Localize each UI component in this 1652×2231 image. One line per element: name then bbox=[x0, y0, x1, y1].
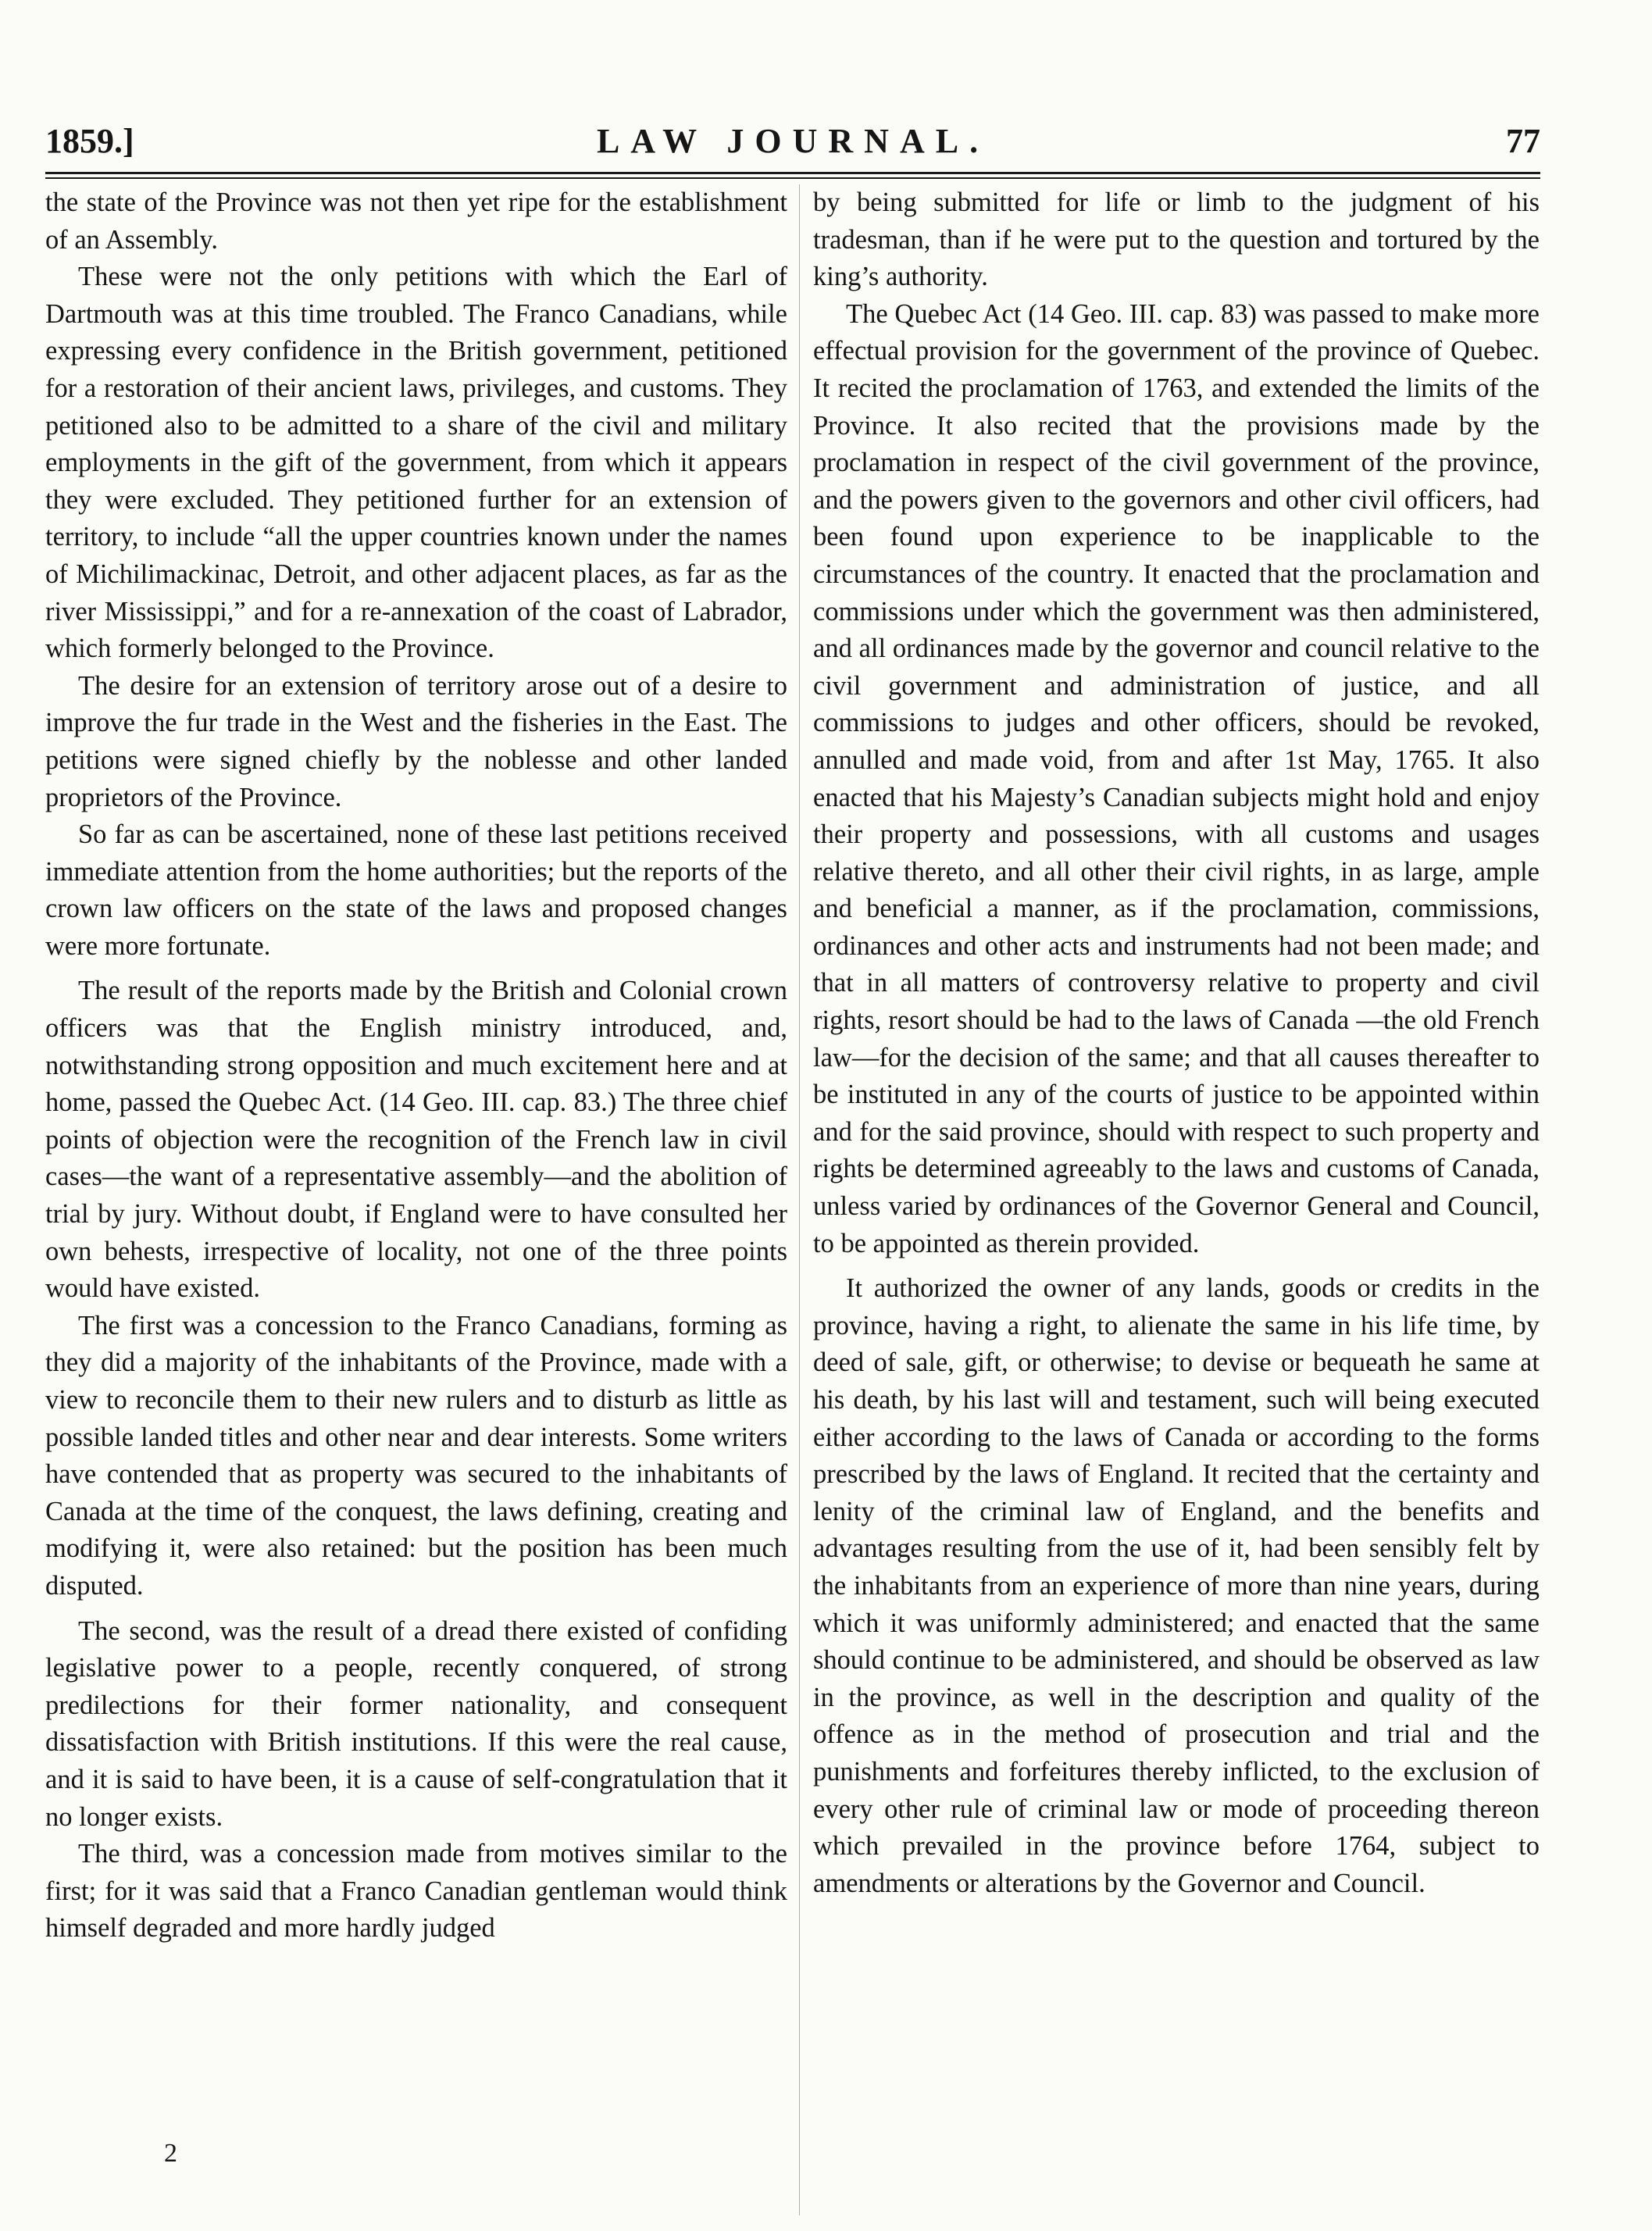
left-column bbox=[45, 184, 787, 1947]
running-header bbox=[45, 121, 1540, 160]
left-paragraph-5: The result of the reports made by the British and Colonial crown officers was that the English ministry introduced, and, notwithstanding strong opposition and much excitement here and at home, passed the Quebec Act. (14 Geo. III. cap. 83.) The three chief points of objection were the recognition of the French law in civil cases—the want of a representative assembly—and the abolition of trial by jury. Without doubt, if England were to have consulted her own behests, irrespective of locality, not one of the three points would have existed. bbox=[45, 976, 787, 1304]
column-divider bbox=[799, 184, 800, 2215]
left-paragraph-1: the state of the Province was not then yet ripe for the establishment of an Assembly. bbox=[45, 187, 787, 255]
printer-signature-mark: 2 bbox=[164, 2139, 177, 2168]
left-paragraph-6: The first was a concession to the Franco Canadians, forming as they did a majority of the inhabitants of the Province, made with a view to reconcile them to their new rulers and to disturb as little as possible landed titles and other near and dear interests. Some writers have contended that as property was secured to the inhabitants of Canada at the time of the conquest, the laws defining, creating and modifying it, were also retained: but the position has been much disputed. bbox=[45, 1310, 787, 1601]
left-paragraph-2: These were not the only petitions with which the Earl of Dartmouth was at this time troubled. The Franco Canadians, while expressing every confidence in the British government, petitioned for a restoration of their ancient laws, privileges, and customs. They petitioned also to be admitted to a share of the civil and military employments in the gift of the government, from which it appears they were excluded. They petitioned further for an extension of territory, to include “all the upper countries known under the names of Michilimackinac, Detroit, and other adjacent places, as far as the river Mississippi,” and for a re-annexation of the coast of Labrador, which formerly belonged to the Province. bbox=[45, 262, 787, 664]
left-paragraph-8: The third, was a concession made from motives similar to the first; for it was said that a Franco Canadian gentleman would think himself degraded and more hardly judged bbox=[45, 1839, 787, 1944]
left-paragraph-4: So far as can be ascertained, none of these last petitions received immediate attention from the home authorities; but the reports of the crown law officers on the state of the laws and proposed changes were more fortunate. bbox=[45, 819, 787, 961]
right-paragraph-3: It authorized the owner of any lands, goods or credits in the province, having a right, to alienate the same in his life time, by deed of sale, gift, or otherwise; to devise or bequeath he same at his death, by his last will and testament, such will being executed either according to the laws of Canada or according to the forms prescribed by the laws of England. It recited that the certainty and lenity of the criminal law of England, and the benefits and advantages resulting from the use of it, had been sensibly felt by the inhabitants from an experience of more than nine years, during which it was uniformly administered; and enacted that the same should continue to be administered, and should be observed as law in the province, as well in the description and quality of the offence as in the method of prosecution and trial and the punishments and forfeitures thereby inflicted, to the exclusion of every other rule of criminal law or mode of proceeding thereon which prevailed in the province before 1764, subject to amendments or alterations by the Governor and Council. bbox=[813, 1273, 1540, 1898]
page-number: 77 bbox=[1506, 122, 1540, 160]
right-paragraph-2: The Quebec Act (14 Geo. III. cap. 83) was passed to make more effectual provision for the government of the province of Quebec. It recited the proclamation of 1763, and extended the limits of the Province. It also recited that the provisions made by the proclamation in respect of the civil government of the province, and the powers given to the governors and other civil officers, had been found upon experience to be inapplicable to the circumstances of the country. It enacted that the proclamation and commissions under which the government was then administered, and all ordinances made by the governor and council relative to the civil government and administration of justice, and all commissions to judges and other officers, should be revoked, annulled and made void, from and after 1st May, 1765. It also enacted that his Majesty’s Canadian subjects might hold and enjoy their property and possessions, with all customs and usages relative thereto, and all other their civil rights, in as large, ample and beneficial a manner, as if the proclamation, commissions, ordinances and other acts and instruments had not been made; and that in all matters of controversy relative to property and civil rights, resort should be had to the laws of Canada —the old French law—for the decision of the same; and that all causes thereafter to be instituted in any of the courts of justice to be appointed within and for the said province, should with respect to such property and rights be determined agreeably to the laws and customs of Canada, unless varied by ordinances of the Governor General and Council, to be appointed as therein provided. bbox=[813, 298, 1540, 1258]
right-paragraph-1: by being submitted for life or limb to the judgment of his tradesman, than if he were put to the question and tortured by the king’s authority. bbox=[813, 187, 1540, 292]
header-date: 1859.] bbox=[45, 122, 134, 160]
left-paragraph-7: The second, was the result of a dread there existed of confiding legislative power to a people, recently conquered, of strong predilections for their former nationality, and consequent dissatisfaction with British institutions. If this were the real cause, and it is said to have been, it is a cause of self-congratulation that it no longer exists. bbox=[45, 1615, 787, 1832]
journal-title: LAW JOURNAL. bbox=[596, 122, 990, 160]
left-paragraph-3: The desire for an extension of territory arose out of a desire to improve the fur trade in the West and the fisheries in the East. The petitions were signed chiefly by the noblesse and other landed proprietors of the Province. bbox=[45, 670, 787, 812]
header-rule-thin bbox=[45, 177, 1540, 179]
header-rule-thick bbox=[45, 172, 1540, 174]
right-column bbox=[813, 184, 1540, 1902]
